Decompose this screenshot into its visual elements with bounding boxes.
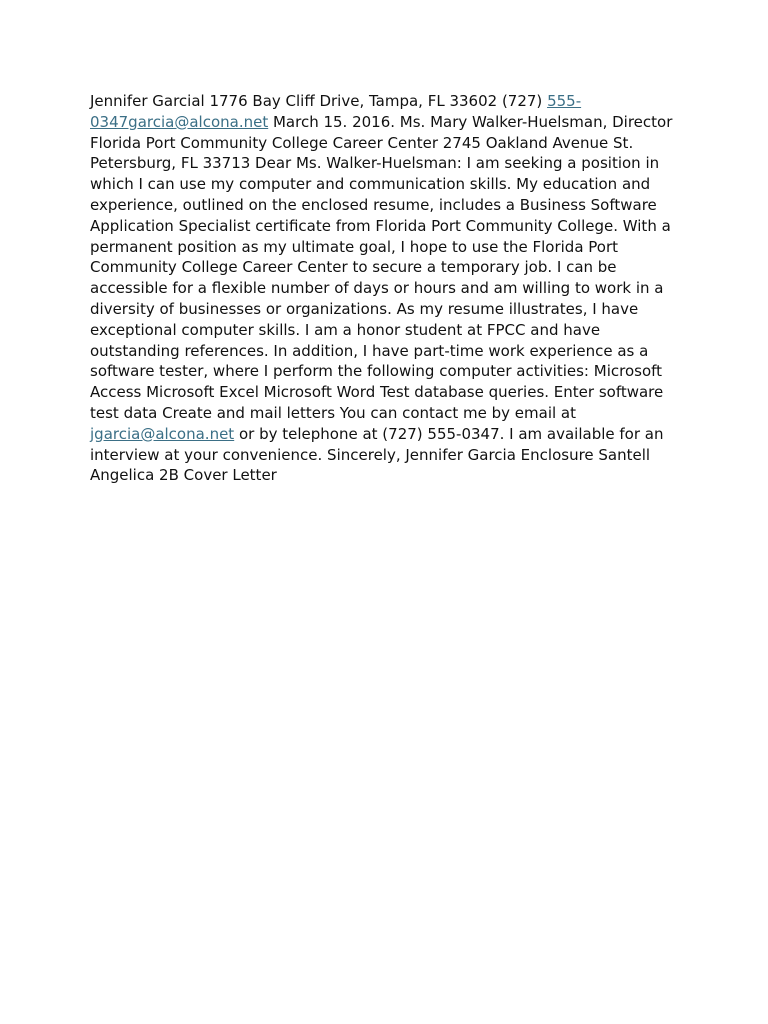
letter-text-header: Jennifer Garcial 1776 Bay Cliff Drive, Tampa, FL 33602 (727) [90, 92, 548, 110]
email-link[interactable]: jgarcia@alcona.net [90, 424, 235, 443]
cover-letter-body [90, 91, 682, 486]
letter-text-closing: or by telephone at (727) 555-0347. I am available for an interview at your convenience. Sincerely, Jennifer Garcia Enclosure Santell Angelica 2B Cover Letter [90, 424, 664, 485]
phone-email-link[interactable]: 555-0347garcia@alcona.net [90, 92, 582, 131]
letter-text-body: March 15. 2016. Ms. Mary Walker-Huelsman, Director Florida Port Community College Career Center 2745 Oakland Avenue St. Petersburg, FL 33713 Dear Ms. Walker-Huelsman: I am seeking a position in which I can use my computer and communication skills. My education and experience, outlined on the enclosed resume, includes a Business Software Application Specialist certificate from Florida Port Community College. With a permanent position as my ultimate goal, I hope to use the Florida Port Community College Career Center to secure a temporary job. I can be accessible for a flexible number of days or hours and am willing to work in a diversity of businesses or organizations. As my resume illustrates, I have exceptional computer skills. I am a honor student at FPCC and have outstanding references. In addition, I have part-time work experience as a software tester, where I perform the following computer activities: Microsoft Access Microsoft Excel Microsoft Word Test database queries. Enter software test data Create and mail letters You can contact me by email at [90, 112, 673, 422]
